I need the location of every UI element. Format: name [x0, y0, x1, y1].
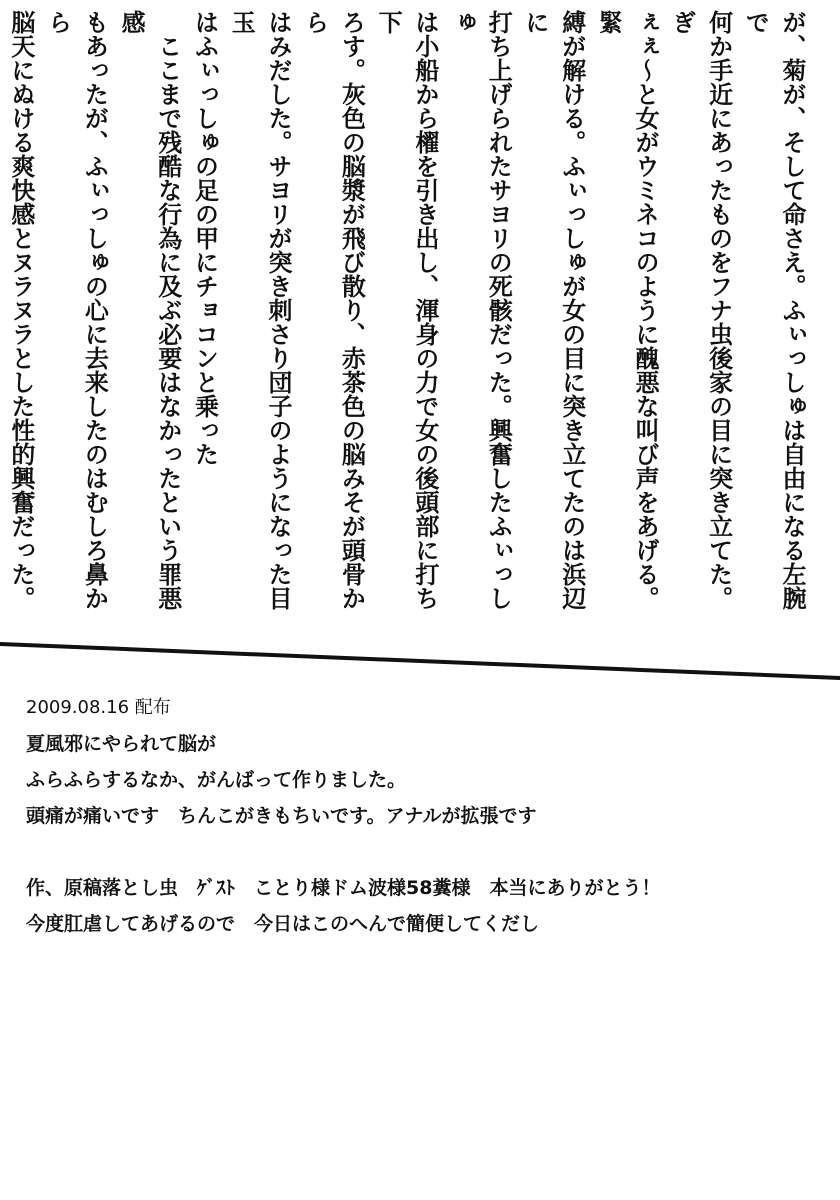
closing-line: 今度肛虐してあげるので 今日はこのへんで簡便してくだし [26, 913, 540, 935]
story-column: はふぃっしゅの足の甲にチョコンと乗った [190, 10, 219, 466]
story-column [0, 10, 2, 610]
story-column: ここまで残酷な行為に及ぶ必要はなかったという罪悪感 [117, 10, 182, 610]
story-column: もあったが、ふぃっしゅの心に去来したのはむしろ鼻から [43, 10, 109, 610]
afterword-line: 夏風邪にやられて脳が [26, 733, 217, 755]
story-column: が、菊が、そして命さえ。ふぃっしゅは自由になる左腕で [741, 10, 806, 610]
story-column: はみだした。サヨリが突き刺さり団子のようになった目玉 [227, 10, 292, 610]
story-column: 縛が解ける。ふぃっしゅが女の目に突き立てたのは浜辺に [520, 10, 586, 610]
divider-line [0, 636, 840, 680]
story-column: 打ち上げられたサヨリの死骸だった。興奮したふぃっしゅ [447, 10, 513, 610]
story-column: ろす。灰色の脳漿が飛び散り、赤茶色の脳みそが頭骨から [300, 10, 366, 610]
vertical-story [6, 10, 810, 610]
story-column: ぇぇ〜と女がウミネコのように醜悪な叫び声をあげる。緊 [594, 10, 660, 610]
afterword-line: ふらふらするなか、がんばって作りました。 [26, 769, 407, 791]
spacer [26, 834, 826, 870]
story-text-block [6, 10, 810, 620]
distribution-date: 2009.08.16 配布 [26, 697, 171, 718]
story-column: は小船から櫂を引き出し、渾身の力で女の後頭部に打ち下 [374, 10, 439, 610]
story-column: 脳天にぬける爽快感とヌラヌラとした性的興奮だった。 [6, 10, 35, 610]
afterword-line: 頭痛が痛いです ちんこがきもちいです。アナルが拡張です [26, 805, 537, 827]
story-column: 何か手近にあったものをフナ虫後家の目に突き立てた。ぎ [667, 10, 733, 610]
afterword-block [26, 690, 826, 942]
credits-line: 作、原稿落とし虫 ｹﾞｽﾄ ことり様ドム波様58糞様 本当にありがとう！ [26, 877, 661, 899]
